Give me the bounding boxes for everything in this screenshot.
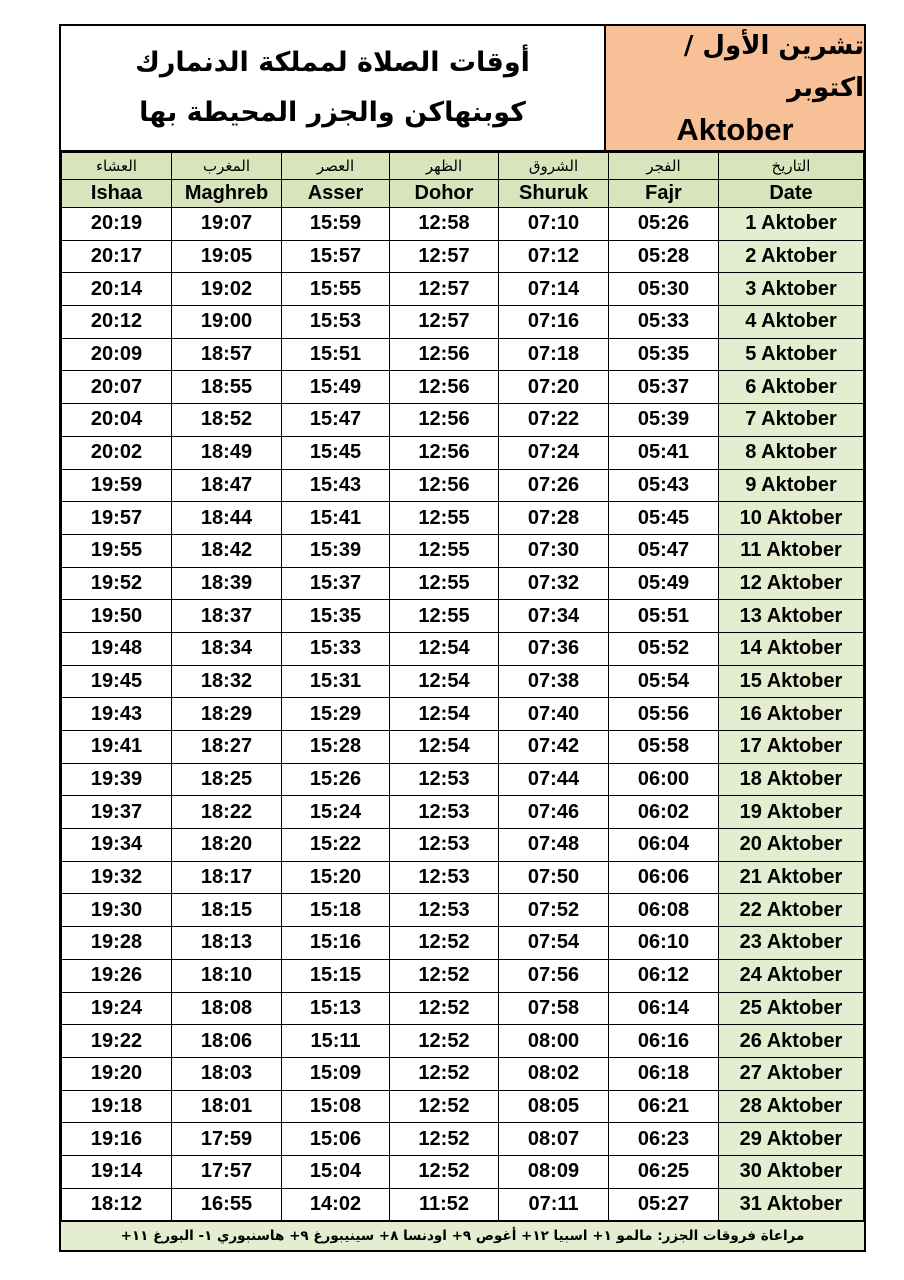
cell-maghreb: 18:49 [172,436,282,469]
cell-date: 11 Aktober [719,534,864,567]
cell-dohor: 12:52 [390,1057,499,1090]
table-row [62,1090,864,1123]
cell-date: 30 Aktober [719,1155,864,1188]
cell-shuruk: 07:56 [499,959,609,992]
cell-date: 8 Aktober [719,436,864,469]
cell-ishaa: 19:50 [62,600,172,633]
cell-dohor: 12:52 [390,1123,499,1156]
column-header-ar-ishaa: العشاء [62,153,172,180]
cell-date: 4 Aktober [719,306,864,339]
cell-fajr: 05:41 [609,436,719,469]
cell-maghreb: 18:01 [172,1090,282,1123]
table-row [62,665,864,698]
cell-maghreb: 18:13 [172,927,282,960]
table-row [62,861,864,894]
cell-maghreb: 18:34 [172,632,282,665]
cell-maghreb: 18:03 [172,1057,282,1090]
cell-shuruk: 07:40 [499,698,609,731]
month-english: Aktober [676,112,794,147]
footer-note: مراعاة فروقات الجزر: مالمو ١+ اسبيا ١٢+ أغوص ٩+ اودنسا ٨+ سينيبورغ ٩+ هاسنبوري ١- البورغ ١١+ [61,1221,864,1250]
cell-date: 7 Aktober [719,404,864,437]
cell-dohor: 12:57 [390,273,499,306]
cell-ishaa: 20:09 [62,338,172,371]
cell-asser: 15:37 [282,567,390,600]
cell-maghreb: 19:07 [172,208,282,241]
cell-maghreb: 18:42 [172,534,282,567]
cell-dohor: 12:55 [390,502,499,535]
cell-fajr: 05:39 [609,404,719,437]
cell-asser: 15:13 [282,992,390,1025]
cell-date: 13 Aktober [719,600,864,633]
table-row [62,632,864,665]
cell-shuruk: 07:24 [499,436,609,469]
cell-shuruk: 08:02 [499,1057,609,1090]
table-row [62,567,864,600]
cell-dohor: 12:52 [390,1025,499,1058]
cell-date: 26 Aktober [719,1025,864,1058]
cell-shuruk: 07:58 [499,992,609,1025]
header-row-english [62,180,864,208]
cell-fajr: 06:08 [609,894,719,927]
cell-ishaa: 19:28 [62,927,172,960]
cell-maghreb: 18:52 [172,404,282,437]
cell-fajr: 05:28 [609,240,719,273]
cell-fajr: 06:25 [609,1155,719,1188]
cell-dohor: 12:52 [390,959,499,992]
cell-ishaa: 20:04 [62,404,172,437]
cell-fajr: 05:27 [609,1188,719,1221]
cell-asser: 15:33 [282,632,390,665]
cell-ishaa: 19:52 [62,567,172,600]
cell-date: 20 Aktober [719,829,864,862]
cell-dohor: 12:56 [390,371,499,404]
cell-maghreb: 18:55 [172,371,282,404]
cell-ishaa: 19:32 [62,861,172,894]
cell-dohor: 12:52 [390,927,499,960]
table-row [62,306,864,339]
cell-date: 17 Aktober [719,731,864,764]
cell-maghreb: 17:59 [172,1123,282,1156]
cell-date: 10 Aktober [719,502,864,535]
cell-maghreb: 19:02 [172,273,282,306]
table-row [62,273,864,306]
cell-shuruk: 07:52 [499,894,609,927]
cell-asser: 15:41 [282,502,390,535]
cell-dohor: 12:56 [390,436,499,469]
cell-asser: 15:18 [282,894,390,927]
cell-shuruk: 07:10 [499,208,609,241]
cell-shuruk: 07:14 [499,273,609,306]
table-row [62,1025,864,1058]
cell-fajr: 06:14 [609,992,719,1025]
cell-maghreb: 18:08 [172,992,282,1025]
cell-fajr: 06:16 [609,1025,719,1058]
table-row [62,927,864,960]
cell-shuruk: 07:26 [499,469,609,502]
table-row [62,436,864,469]
cell-ishaa: 19:55 [62,534,172,567]
cell-maghreb: 18:22 [172,796,282,829]
cell-asser: 15:09 [282,1057,390,1090]
cell-maghreb: 19:00 [172,306,282,339]
cell-ishaa: 20:17 [62,240,172,273]
cell-ishaa: 19:43 [62,698,172,731]
cell-dohor: 12:55 [390,534,499,567]
column-header-dohor: Dohor [390,180,499,208]
table-row [62,1155,864,1188]
prayer-times-sheet [59,24,866,1252]
cell-asser: 15:04 [282,1155,390,1188]
column-header-ar-maghreb: المغرب [172,153,282,180]
cell-asser: 15:31 [282,665,390,698]
cell-dohor: 12:52 [390,1090,499,1123]
cell-dohor: 12:52 [390,1155,499,1188]
cell-asser: 15:20 [282,861,390,894]
cell-ishaa: 19:22 [62,1025,172,1058]
cell-date: 18 Aktober [719,763,864,796]
cell-ishaa: 19:48 [62,632,172,665]
table-row [62,502,864,535]
cell-shuruk: 07:34 [499,600,609,633]
cell-shuruk: 07:38 [499,665,609,698]
cell-asser: 15:24 [282,796,390,829]
cell-ishaa: 19:37 [62,796,172,829]
table-row [62,829,864,862]
cell-shuruk: 07:28 [499,502,609,535]
cell-shuruk: 08:05 [499,1090,609,1123]
cell-maghreb: 18:27 [172,731,282,764]
cell-dohor: 12:55 [390,600,499,633]
cell-fajr: 05:30 [609,273,719,306]
cell-maghreb: 16:55 [172,1188,282,1221]
cell-fajr: 06:10 [609,927,719,960]
cell-shuruk: 07:32 [499,567,609,600]
table-row [62,1188,864,1221]
table-row [62,338,864,371]
column-header-ar-date: التاريخ [719,153,864,180]
cell-ishaa: 19:57 [62,502,172,535]
cell-asser: 15:57 [282,240,390,273]
cell-date: 15 Aktober [719,665,864,698]
cell-asser: 15:06 [282,1123,390,1156]
column-header-ishaa: Ishaa [62,180,172,208]
cell-date: 14 Aktober [719,632,864,665]
cell-shuruk: 07:46 [499,796,609,829]
cell-dohor: 12:53 [390,829,499,862]
cell-date: 23 Aktober [719,927,864,960]
cell-ishaa: 19:24 [62,992,172,1025]
column-header-ar-shuruk: الشروق [499,153,609,180]
cell-asser: 15:49 [282,371,390,404]
cell-fajr: 06:04 [609,829,719,862]
cell-dohor: 12:55 [390,567,499,600]
cell-dohor: 11:52 [390,1188,499,1221]
cell-asser: 14:02 [282,1188,390,1221]
cell-ishaa: 20:12 [62,306,172,339]
cell-maghreb: 17:57 [172,1155,282,1188]
cell-ishaa: 20:02 [62,436,172,469]
cell-date: 29 Aktober [719,1123,864,1156]
cell-asser: 15:43 [282,469,390,502]
cell-fajr: 05:33 [609,306,719,339]
table-row [62,208,864,241]
cell-asser: 15:26 [282,763,390,796]
cell-date: 21 Aktober [719,861,864,894]
table-row [62,1057,864,1090]
table-row [62,992,864,1025]
cell-dohor: 12:53 [390,796,499,829]
sheet-title [61,26,604,150]
cell-shuruk: 08:07 [499,1123,609,1156]
cell-dohor: 12:57 [390,240,499,273]
table-row [62,371,864,404]
cell-dohor: 12:56 [390,469,499,502]
table-row [62,600,864,633]
cell-fajr: 06:06 [609,861,719,894]
cell-maghreb: 18:20 [172,829,282,862]
cell-shuruk: 07:48 [499,829,609,862]
cell-fajr: 06:21 [609,1090,719,1123]
table-row [62,763,864,796]
table-row [62,731,864,764]
cell-shuruk: 07:18 [499,338,609,371]
cell-asser: 15:39 [282,534,390,567]
cell-date: 16 Aktober [719,698,864,731]
cell-maghreb: 18:32 [172,665,282,698]
table-row [62,404,864,437]
cell-shuruk: 07:11 [499,1188,609,1221]
table-row [62,959,864,992]
cell-shuruk: 08:00 [499,1025,609,1058]
cell-maghreb: 18:47 [172,469,282,502]
cell-date: 27 Aktober [719,1057,864,1090]
cell-dohor: 12:58 [390,208,499,241]
cell-asser: 15:16 [282,927,390,960]
cell-asser: 15:55 [282,273,390,306]
cell-asser: 15:08 [282,1090,390,1123]
cell-shuruk: 07:42 [499,731,609,764]
cell-fajr: 05:56 [609,698,719,731]
cell-asser: 15:51 [282,338,390,371]
cell-dohor: 12:54 [390,698,499,731]
cell-dohor: 12:56 [390,338,499,371]
header-banner [61,26,864,152]
cell-fajr: 05:51 [609,600,719,633]
cell-asser: 15:59 [282,208,390,241]
cell-asser: 15:28 [282,731,390,764]
cell-maghreb: 18:15 [172,894,282,927]
cell-date: 9 Aktober [719,469,864,502]
cell-asser: 15:22 [282,829,390,862]
cell-date: 5 Aktober [719,338,864,371]
cell-ishaa: 20:14 [62,273,172,306]
cell-shuruk: 07:44 [499,763,609,796]
prayer-times-table [61,152,864,1221]
cell-fajr: 05:43 [609,469,719,502]
table-row [62,894,864,927]
cell-ishaa: 19:26 [62,959,172,992]
cell-fajr: 06:18 [609,1057,719,1090]
cell-maghreb: 18:39 [172,567,282,600]
title-line-2: كوبنهاكن والجزر المحيطة بها [139,97,526,128]
cell-shuruk: 07:20 [499,371,609,404]
cell-shuruk: 07:54 [499,927,609,960]
cell-fajr: 06:02 [609,796,719,829]
cell-asser: 15:53 [282,306,390,339]
cell-fajr: 05:49 [609,567,719,600]
cell-date: 19 Aktober [719,796,864,829]
cell-fajr: 05:58 [609,731,719,764]
table-row [62,240,864,273]
column-header-ar-dohor: الظهر [390,153,499,180]
cell-ishaa: 19:18 [62,1090,172,1123]
cell-maghreb: 18:37 [172,600,282,633]
cell-fajr: 05:52 [609,632,719,665]
cell-fajr: 05:35 [609,338,719,371]
column-header-ar-asser: العصر [282,153,390,180]
cell-dohor: 12:53 [390,894,499,927]
cell-ishaa: 19:16 [62,1123,172,1156]
cell-asser: 15:29 [282,698,390,731]
cell-maghreb: 18:10 [172,959,282,992]
cell-fajr: 05:45 [609,502,719,535]
cell-dohor: 12:53 [390,861,499,894]
cell-fajr: 05:26 [609,208,719,241]
cell-dohor: 12:53 [390,763,499,796]
cell-ishaa: 20:07 [62,371,172,404]
cell-shuruk: 07:30 [499,534,609,567]
table-row [62,534,864,567]
cell-dohor: 12:52 [390,992,499,1025]
cell-fajr: 06:23 [609,1123,719,1156]
cell-shuruk: 07:12 [499,240,609,273]
column-header-fajr: Fajr [609,180,719,208]
cell-shuruk: 07:22 [499,404,609,437]
cell-ishaa: 19:41 [62,731,172,764]
cell-fajr: 05:47 [609,534,719,567]
cell-dohor: 12:54 [390,731,499,764]
cell-dohor: 12:57 [390,306,499,339]
cell-ishaa: 19:14 [62,1155,172,1188]
table-body [62,208,864,1221]
cell-fajr: 06:00 [609,763,719,796]
column-header-asser: Asser [282,180,390,208]
cell-fajr: 06:12 [609,959,719,992]
cell-asser: 15:47 [282,404,390,437]
cell-date: 3 Aktober [719,273,864,306]
cell-shuruk: 07:16 [499,306,609,339]
month-arabic: تشرين الأول / اكتوبر [683,31,864,103]
cell-shuruk: 07:50 [499,861,609,894]
table-row [62,796,864,829]
cell-fajr: 05:37 [609,371,719,404]
cell-shuruk: 07:36 [499,632,609,665]
cell-maghreb: 18:57 [172,338,282,371]
cell-maghreb: 18:29 [172,698,282,731]
cell-ishaa: 19:45 [62,665,172,698]
cell-ishaa: 19:30 [62,894,172,927]
cell-date: 31 Aktober [719,1188,864,1221]
column-header-shuruk: Shuruk [499,180,609,208]
column-header-maghreb: Maghreb [172,180,282,208]
cell-dohor: 12:56 [390,404,499,437]
cell-maghreb: 18:44 [172,502,282,535]
cell-asser: 15:15 [282,959,390,992]
cell-maghreb: 18:06 [172,1025,282,1058]
title-line-1: أوقات الصلاة لمملكة الدنمارك [135,47,530,78]
cell-asser: 15:11 [282,1025,390,1058]
cell-asser: 15:35 [282,600,390,633]
cell-maghreb: 19:05 [172,240,282,273]
cell-date: 22 Aktober [719,894,864,927]
table-row [62,469,864,502]
cell-maghreb: 18:25 [172,763,282,796]
column-header-ar-fajr: الفجر [609,153,719,180]
cell-ishaa: 19:20 [62,1057,172,1090]
month-box [604,26,864,150]
cell-date: 25 Aktober [719,992,864,1025]
cell-date: 24 Aktober [719,959,864,992]
cell-fajr: 05:54 [609,665,719,698]
cell-date: 2 Aktober [719,240,864,273]
cell-date: 6 Aktober [719,371,864,404]
column-header-date: Date [719,180,864,208]
cell-date: 28 Aktober [719,1090,864,1123]
cell-ishaa: 19:59 [62,469,172,502]
cell-asser: 15:45 [282,436,390,469]
cell-ishaa: 18:12 [62,1188,172,1221]
cell-dohor: 12:54 [390,665,499,698]
cell-shuruk: 08:09 [499,1155,609,1188]
table-row [62,1123,864,1156]
cell-date: 1 Aktober [719,208,864,241]
cell-ishaa: 19:39 [62,763,172,796]
cell-ishaa: 19:34 [62,829,172,862]
cell-maghreb: 18:17 [172,861,282,894]
table-row [62,698,864,731]
cell-ishaa: 20:19 [62,208,172,241]
header-row-arabic [62,153,864,180]
cell-date: 12 Aktober [719,567,864,600]
cell-dohor: 12:54 [390,632,499,665]
